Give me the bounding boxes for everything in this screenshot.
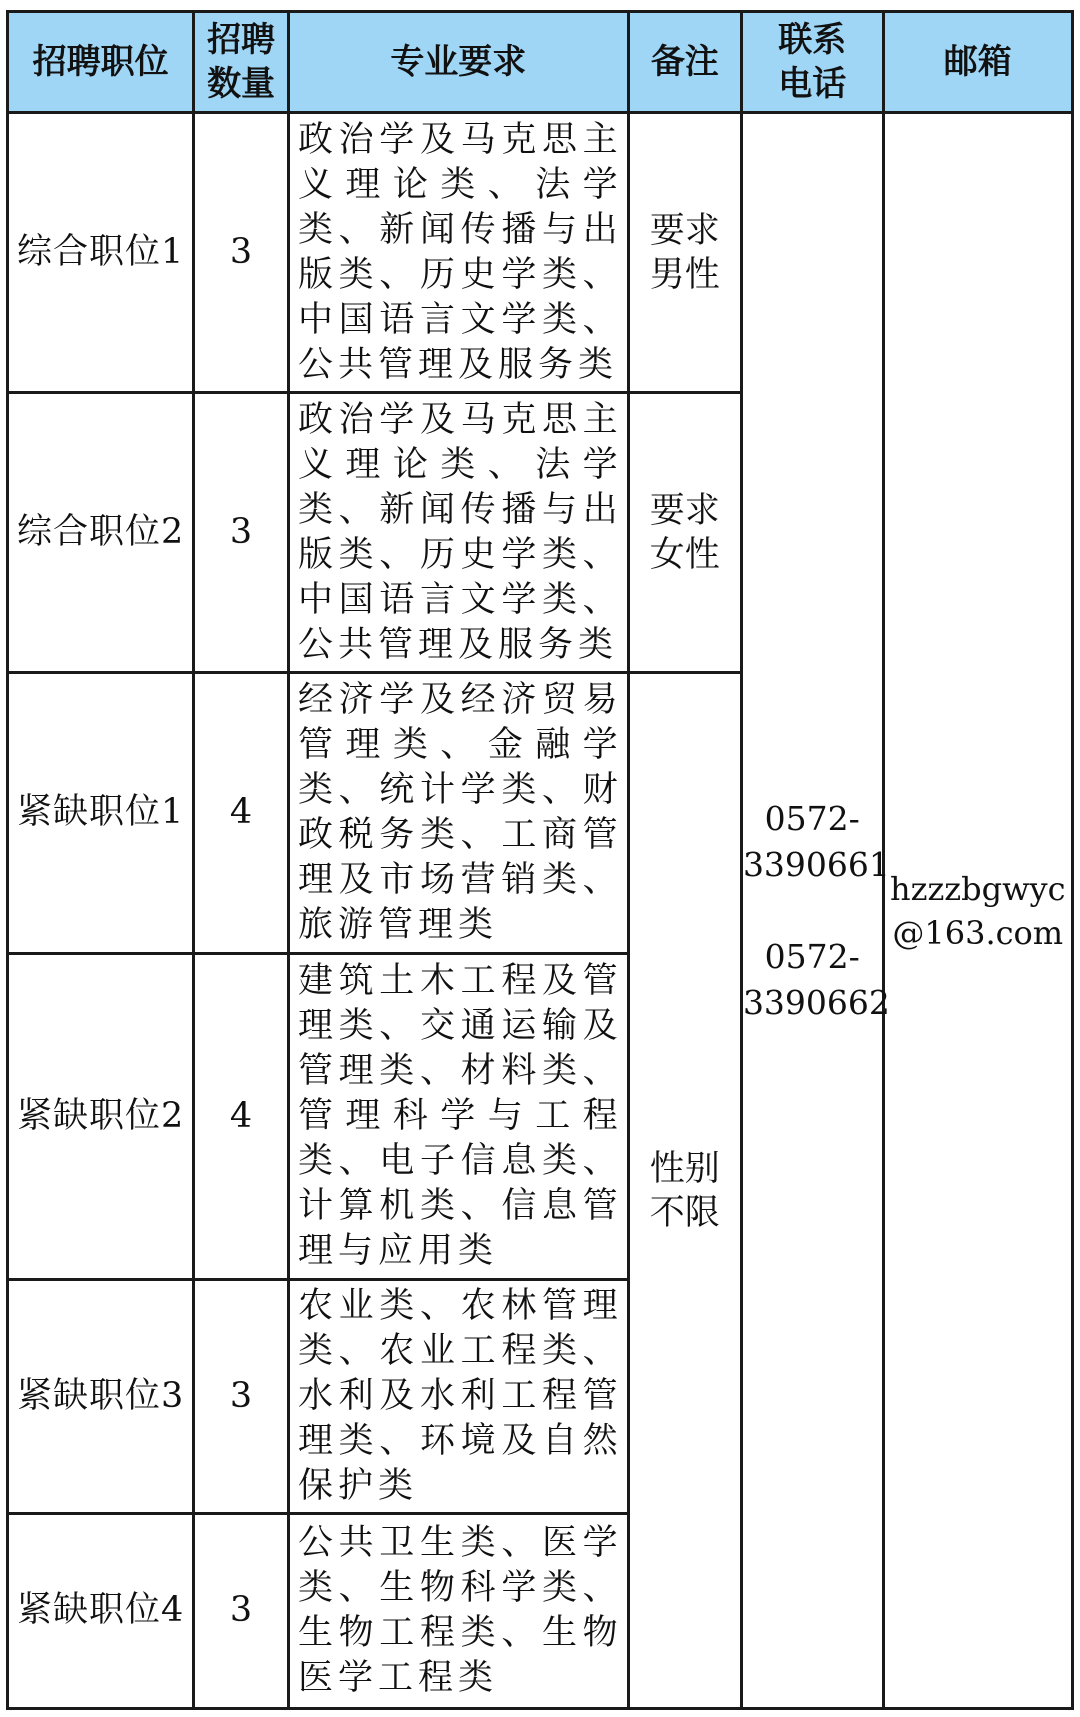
header-email: 邮箱 — [883, 12, 1073, 113]
phone2-part1: 0572- — [764, 936, 860, 976]
note-cell-female — [628, 393, 741, 673]
phone-cell — [741, 113, 890, 1709]
email-line1: hzzzbgwyc — [889, 869, 1066, 908]
note-male-line2: 男性 — [649, 254, 720, 295]
phone-gap — [743, 888, 882, 934]
note-female-line1: 要求 — [649, 490, 720, 531]
header-position: 招聘职位 — [8, 12, 194, 113]
header-major: 专业要求 — [288, 12, 628, 113]
recruitment-table — [6, 10, 1074, 1710]
header-note: 备注 — [628, 12, 741, 113]
position-cell: 紧缺职位3 — [8, 1279, 194, 1513]
position-cell: 综合职位2 — [8, 393, 194, 673]
count-cell: 3 — [194, 393, 289, 673]
position-cell: 综合职位1 — [8, 113, 194, 393]
table-row — [8, 113, 1073, 393]
phone1-part1: 0572- — [764, 798, 860, 838]
note-male-line1: 要求 — [649, 210, 720, 251]
header-phone-line2: 电话 — [778, 64, 847, 104]
note-any-line2: 不限 — [649, 1192, 720, 1233]
major-cell: 农业类、农林管理类、农业工程类、水利及水利工程管理类、环境及自然保护类 — [288, 1279, 628, 1513]
email-cell — [883, 113, 1073, 1709]
header-phone — [741, 12, 883, 113]
major-cell: 政治学及马克思主义理论类、法学类、新闻传播与出版类、历史学类、中国语言文学类、公共管理及服务类 — [288, 393, 628, 673]
table-header-row — [8, 12, 1073, 113]
note-cell-male — [628, 113, 741, 393]
count-cell: 4 — [194, 953, 289, 1279]
note-female-line2: 女性 — [649, 534, 720, 575]
header-count-line2: 数量 — [207, 64, 276, 104]
count-cell: 3 — [194, 1279, 289, 1513]
header-count — [194, 12, 289, 113]
position-cell: 紧缺职位1 — [8, 673, 194, 953]
header-phone-line1: 联系 — [778, 20, 847, 60]
count-cell: 3 — [194, 1513, 289, 1708]
email-line2: @163.com — [892, 913, 1064, 952]
position-cell: 紧缺职位4 — [8, 1513, 194, 1708]
position-cell: 紧缺职位2 — [8, 953, 194, 1279]
major-cell: 建筑土木工程及管理类、交通运输及管理类、材料类、管理科学与工程类、电子信息类、计算机类、信息管理与应用类 — [288, 953, 628, 1279]
phone1-part2: 3390661 — [742, 844, 890, 884]
header-count-line1: 招聘 — [207, 20, 276, 60]
count-cell: 4 — [194, 673, 289, 953]
note-cell-any — [628, 673, 741, 1709]
major-cell: 经济学及经济贸易管理类、金融学类、统计学类、财政税务类、工商管理及市场营销类、旅游管理类 — [288, 673, 628, 953]
major-cell: 公共卫生类、医学类、生物科学类、生物工程类、生物医学工程类 — [288, 1513, 628, 1708]
major-cell: 政治学及马克思主义理论类、法学类、新闻传播与出版类、历史学类、中国语言文学类、公共管理及服务类 — [288, 113, 628, 393]
note-any-line1: 性别 — [649, 1148, 720, 1189]
count-cell: 3 — [194, 113, 289, 393]
phone2-part2: 3390662 — [742, 982, 890, 1022]
